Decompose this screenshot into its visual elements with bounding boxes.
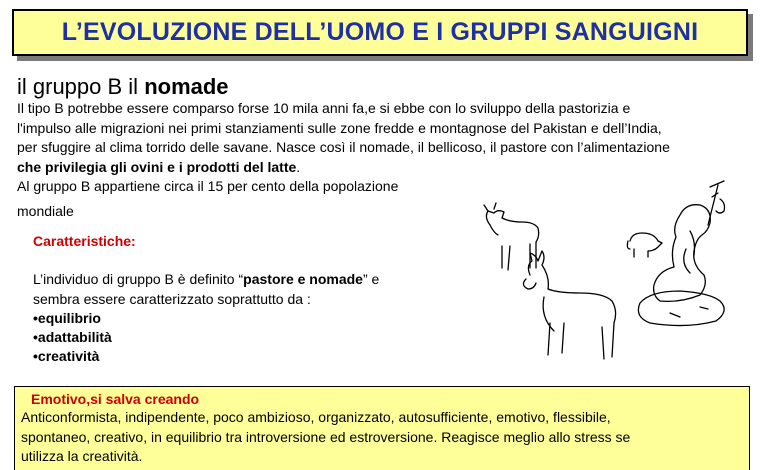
intro-bold-phrase: che privilegia gli ovini e i prodotti del latte	[17, 158, 297, 175]
emotivo-line: Anticonformista, indipendente, poco ambizioso, organizzato, autosufficiente, emotivo, flessibile,	[21, 409, 611, 425]
caratteristiche-text	[33, 270, 463, 366]
title-banner	[12, 9, 748, 56]
heading-bold: nomade	[144, 74, 229, 99]
heading-prefix: il gruppo B il	[17, 74, 145, 99]
emotivo-line: spontaneo, creativo, in equilibrio tra introversione ed estroversione. Reagisce meglio allo stress se	[21, 428, 631, 445]
trait-item: • creatività	[33, 347, 463, 366]
nomad-shepherd-illustration	[470, 175, 762, 385]
emotivo-line: utilizza la creatività.	[21, 448, 143, 464]
page-title: L’EVOLUZIONE DELL’UOMO E I GRUPPI SANGUIGNI	[61, 18, 699, 46]
intro-line: Al gruppo B appartiene circa il 15 per cento della popolazione	[17, 178, 399, 194]
shepherd-drawing	[654, 181, 725, 301]
emotivo-text	[21, 408, 743, 467]
caratteristiche-line: sembra essere caratterizzato soprattutto da :	[33, 290, 311, 307]
trait-list	[33, 309, 463, 366]
intro-line: l'impulso alle migrazioni nei primi stanziamenti sulle zone fredde e montagnose del Pakistan e dell’India,	[17, 119, 662, 136]
emotivo-box	[14, 386, 750, 470]
intro-line: Il tipo B potrebbe essere comparso forse 10 mila anni fa,e si ebbe con lo sviluppo della pastorizia e	[17, 100, 631, 116]
small-goat-drawing	[484, 203, 539, 270]
intro-line-end: .	[296, 158, 301, 175]
caratteristiche-line	[33, 270, 463, 290]
large-goat-drawing	[523, 251, 615, 359]
caratteristiche-line-start: L’individuo di gruppo B è definito “	[33, 271, 244, 287]
caratteristiche-title: Caratteristiche:	[33, 233, 136, 249]
rock-drawing	[638, 291, 724, 326]
caratteristiche-line-end: ” e	[362, 271, 380, 287]
emotivo-title: Emotivo,si salva creando	[31, 391, 200, 407]
trait-item: • equilibrio	[33, 309, 463, 328]
boar-drawing	[627, 233, 662, 257]
section-heading	[17, 74, 229, 100]
intro-line-wrapped: mondiale	[17, 203, 74, 219]
trait-item: • adattabilità	[33, 328, 463, 347]
caratteristiche-bold: pastore e nomade	[243, 271, 363, 287]
intro-line: per sfuggire al clima torrido delle savane. Nasce così il nomade, il bellicoso, il pastore con l’alimentazione	[17, 139, 670, 155]
